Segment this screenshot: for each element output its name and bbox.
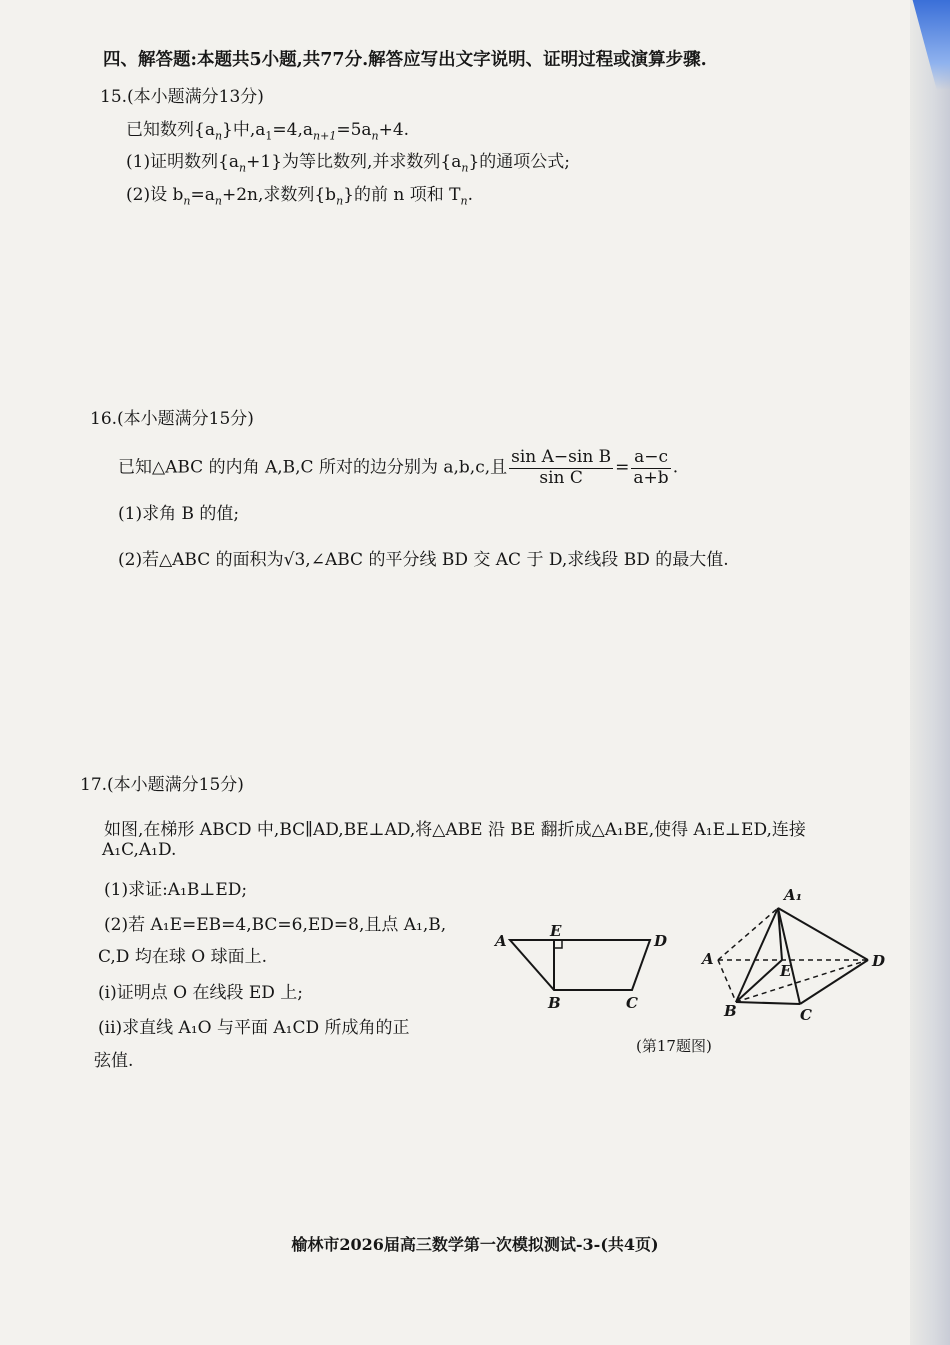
q16-fraction-left: $\frac{\text{sin A−sin B}}{\text{sin C}}$ xyxy=(511,447,612,488)
q16-score: (本小题满分15分) xyxy=(117,409,254,429)
q16-stem: 已知△ABC 的内角 A,B,C 所对的边分别为 a,b,c,且 $\frac{\text{sin A−sin B}}{\text{sin C}}$ = $\frac{a-c}{a+b}$ . xyxy=(118,447,679,488)
q16-fraction-right: $\frac{a-c}{a+b}$ xyxy=(633,447,669,488)
label-E: E xyxy=(780,962,792,980)
q17-stem-line1: 如图,在梯形 ABCD 中,BC∥AD,BE⊥AD,将△ABE 沿 BE 翻折成△A₁BE,使得 A₁E⊥ED,连接 xyxy=(104,820,806,840)
edge-BE xyxy=(736,960,782,1002)
q17-part2-ii-line1: (ii)求直线 A₁O 与平面 A₁CD 所成角的正 xyxy=(98,1018,410,1038)
edge-BC xyxy=(736,1002,800,1004)
edge-A1B xyxy=(736,908,778,1002)
trapezoid-outline xyxy=(510,940,650,990)
q15-score: (本小题满分13分) xyxy=(127,87,264,107)
q17-part2-line2: C,D 均在球 O 球面上. xyxy=(98,947,267,967)
right-angle-mark xyxy=(554,940,562,948)
q15-part1: (1)证明数列$\{a_n+1\}$为等比数列,并求数列$\{a_n\}$的通项公式; xyxy=(126,152,571,175)
q17-header xyxy=(80,770,244,795)
q17-stem-line2: A₁C,A₁D. xyxy=(102,840,177,860)
label-A1: A₁ xyxy=(784,886,803,904)
edge-A1D xyxy=(778,908,868,960)
q16-number: 16. xyxy=(90,409,118,429)
label-C: C xyxy=(800,1006,812,1024)
label-C: C xyxy=(626,994,638,1012)
label-A: A xyxy=(495,932,507,950)
q15-stem: 已知数列$\{a_n\}$中$,a_1=4,a_{n+1}=5a_n+4$. xyxy=(126,120,410,143)
label-A: A xyxy=(702,950,714,968)
q15-part2: (2)设 $b_n=a_n+2n$,求数列$\{b_n\}$的前 n 项和 $T_n$. xyxy=(126,185,473,208)
q17-part2-line1: (2)若 A₁E=EB=4,BC=6,ED=8,且点 A₁,B, xyxy=(104,915,447,935)
q16-part1: (1)求角 B 的值; xyxy=(118,504,240,524)
q16-part2: (2)若△ABC 的面积为√3,∠ABC 的平分线 BD 交 AC 于 D,求线段 BD 的最大值. xyxy=(118,550,729,570)
folded-pyramid-figure xyxy=(700,878,900,1028)
q17-score: (本小题满分15分) xyxy=(107,775,244,795)
q17-part1: (1)求证:A₁B⊥ED; xyxy=(104,880,248,900)
trapezoid-figure xyxy=(490,920,680,1020)
hidden-edge-AA1 xyxy=(718,908,778,960)
label-D: D xyxy=(872,952,886,970)
q15-number: 15. xyxy=(100,87,128,107)
label-B: B xyxy=(724,1002,737,1020)
q17-part2-i: (i)证明点 O 在线段 ED 上; xyxy=(98,983,304,1003)
q17-number: 17. xyxy=(80,775,108,795)
page-footer: 榆林市2026届高三数学第一次模拟测试-3-(共4页) xyxy=(291,1235,659,1254)
q15-header xyxy=(100,82,264,107)
section-heading: 四、解答题:本题共5小题,共77分.解答应写出文字说明、证明过程或演算步骤. xyxy=(103,50,707,70)
hidden-edge-AB xyxy=(718,960,736,1002)
label-E: E xyxy=(550,922,562,940)
figure-caption: (第17题图) xyxy=(636,1037,712,1055)
edge-CD xyxy=(800,960,868,1004)
q16-header xyxy=(90,404,254,429)
q17-part2-ii-line2: 弦值. xyxy=(94,1051,134,1071)
label-B: B xyxy=(548,994,561,1012)
label-D: D xyxy=(654,932,668,950)
hidden-edge-BD xyxy=(736,960,868,1002)
